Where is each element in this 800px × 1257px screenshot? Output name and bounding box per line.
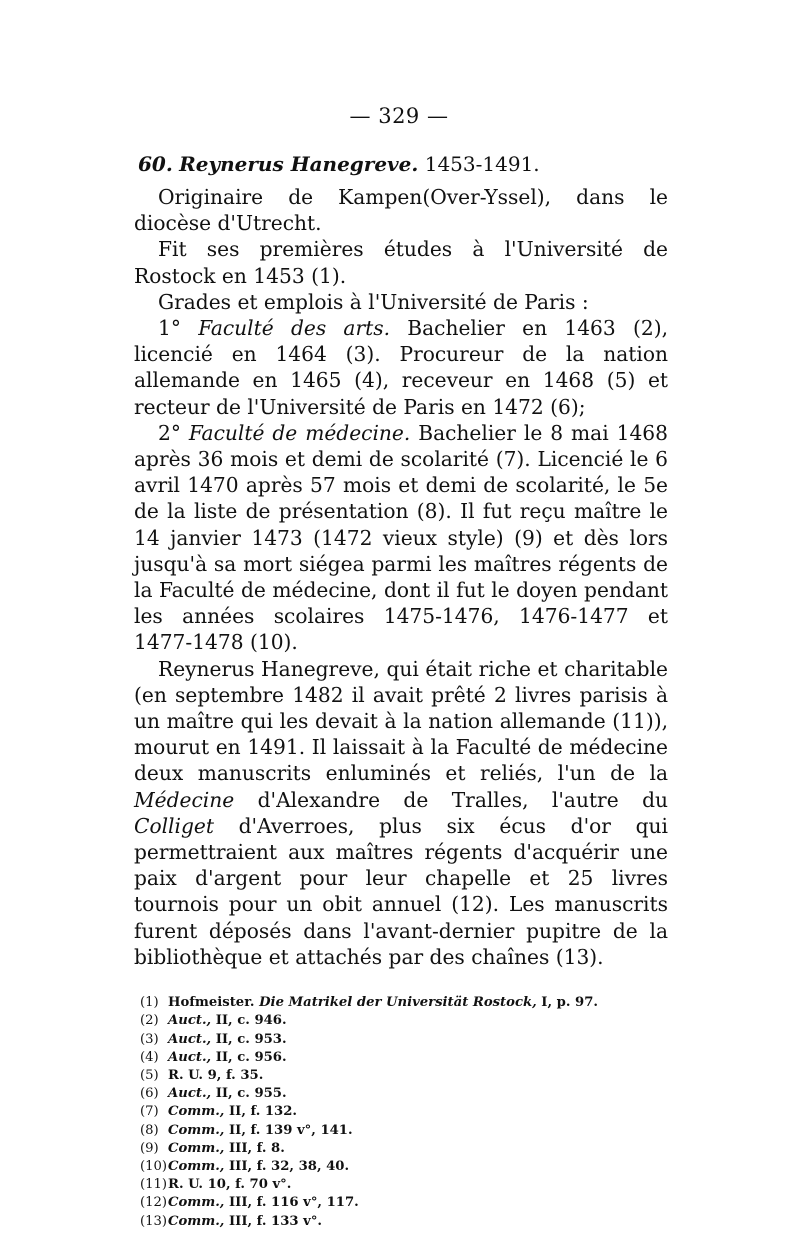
footnote-number: (2) <box>140 1013 159 1029</box>
entry-heading <box>138 150 668 178</box>
entry-name: Reynerus Hanegreve. <box>179 152 419 176</box>
book-page <box>134 104 668 1231</box>
footnote <box>140 1012 668 1030</box>
footnote-title: Comm., <box>168 1195 225 1211</box>
footnote-title: Comm., <box>168 1158 225 1174</box>
page-number: — 329 — <box>349 104 449 128</box>
paragraph-faculty-medicine <box>134 420 668 656</box>
manuscript-title-colliget: Colliget <box>134 813 214 838</box>
footnote-number: (11) <box>140 1177 168 1193</box>
footnote-ref: II, c. 946. <box>211 1013 287 1029</box>
bequest-text-b: d'Alexandre de Tralles, l'autre du <box>234 787 668 812</box>
footnote-source: R. U. 9, f. 35. <box>168 1067 264 1083</box>
faculty-arts-text: Bachelier en 1463 (2), licencié en 1464 (3). Procureur de la nation allemande en 1465 (4), receveur en 1468 (5) et recteur de l'Université de Paris en 1472 (6); <box>134 316 669 419</box>
paragraph-bequest <box>134 656 668 970</box>
footnote <box>140 994 668 1012</box>
footnote <box>140 1213 668 1231</box>
bequest-text-a: Reynerus Hanegreve, qui était riche et charitable (en septembre 1482 il avait prêté 2 livres parisis à un maître qui les devait à la nation allemande (11)), mourut en 1491. Il laissait à la Faculté de médecine deux manuscrits enluminés et reliés, l'un de la <box>134 656 668 786</box>
footnote-ref: III, f. 32, 38, 40. <box>224 1158 350 1174</box>
footnote <box>140 1122 668 1140</box>
footnote-ref: III, f. 133 v°. <box>224 1213 323 1229</box>
footnote <box>140 1103 668 1121</box>
footnote-ref: II, f. 139 v°, 141. <box>224 1122 353 1138</box>
manuscript-title-medecine: Médecine <box>134 787 235 812</box>
footnote-title: Auct., <box>168 1013 212 1029</box>
footnote-number: (9) <box>140 1140 159 1156</box>
footnote <box>140 1031 668 1049</box>
bequest-text-c: d'Averroes, plus six écus d'or qui permettraient aux maîtres régents d'acquérir une paix d'argent pour leur chapelle et 25 livres tournois pour un obit annuel (12). Les manuscrits furent déposés dans l'avant-dernier pupitre de la bibliothèque et attachés par des chaînes (13). <box>134 813 668 969</box>
paragraph-faculty-arts <box>134 315 668 420</box>
footnote-number: (3) <box>140 1031 159 1047</box>
faculty-medicine-title: Faculté de médecine. <box>188 420 411 445</box>
footnote-title: Comm., <box>168 1213 225 1229</box>
footnote-number: (7) <box>140 1104 159 1120</box>
entry-number: 60. <box>138 152 173 176</box>
footnote <box>140 1140 668 1158</box>
footnote-number: (13) <box>140 1213 168 1229</box>
footnote <box>140 1194 668 1212</box>
entry-years: 1453-1491. <box>424 152 540 176</box>
footnote-title: Auct., <box>168 1086 212 1102</box>
faculty-medicine-text: Bachelier le 8 mai 1468 après 36 mois et demi de scolarité (7). Licencié le 6 avril 1470 après 57 mois et demi de scolarité, le 5e de la liste de présentation (8). Il fut reçu maître le 14 janvier 1473 (1472 vieux style) (9) et dès lors jusqu'à sa mort siégea parmi les maîtres régents de la Faculté de médecine, dont il fut le doyen pendant les années scolaires 1475-1476, 1476-1477 et 1477-1478 (10). <box>134 420 668 655</box>
footnote-ref: II, c. 956. <box>211 1049 287 1065</box>
footnote-title: Comm., <box>168 1122 225 1138</box>
footnote <box>140 1085 668 1103</box>
paragraph-origin: Originaire de Kampen(Over-Yssel), dans le diocèse d'Utrecht. <box>134 185 668 236</box>
footnote-source: R. U. 10, f. 70 v°. <box>168 1177 292 1193</box>
footnote-title: Auct., <box>168 1031 212 1047</box>
footnote <box>140 1067 668 1085</box>
footnote-ref: II, f. 132. <box>224 1104 298 1120</box>
footnote-number: (12) <box>140 1195 168 1211</box>
footnote-number: (8) <box>140 1122 159 1138</box>
footnote-title: Auct., <box>168 1049 212 1065</box>
footnote-title: Comm., <box>168 1104 225 1120</box>
footnote-number: (10) <box>140 1158 168 1174</box>
footnote-number: (1) <box>140 995 159 1011</box>
paragraph-studies: Fit ses premières études à l'Université de Rostock en 1453 (1). <box>134 237 668 288</box>
footnote-number: (4) <box>140 1049 159 1065</box>
body-text <box>134 184 668 970</box>
footnote-ref: III, f. 116 v°, 117. <box>224 1195 359 1211</box>
footnote-ref: I, p. 97. <box>536 995 598 1011</box>
footnote-title: Comm., <box>168 1140 225 1156</box>
footnote-ref: III, f. 8. <box>224 1140 285 1156</box>
footnote-ref: II, c. 953. <box>211 1031 287 1047</box>
footnote-source: Hofmeister. <box>168 995 255 1011</box>
item-marker: 1° <box>158 316 199 341</box>
paragraph-grades-intro: Grades et emplois à l'Université de Paris : <box>158 289 589 314</box>
footnote-number: (6) <box>140 1086 159 1102</box>
footnote <box>140 1158 668 1176</box>
item-marker: 2° <box>158 420 189 445</box>
footnote-ref: II, c. 955. <box>211 1086 287 1102</box>
footnote-title: Die Matrikel der Universität Rostock, <box>259 995 537 1011</box>
footnote <box>140 1049 668 1067</box>
faculty-arts-title: Faculté des arts. <box>198 316 391 341</box>
footnotes <box>134 994 668 1231</box>
footnote <box>140 1176 668 1194</box>
footnote-number: (5) <box>140 1067 159 1083</box>
